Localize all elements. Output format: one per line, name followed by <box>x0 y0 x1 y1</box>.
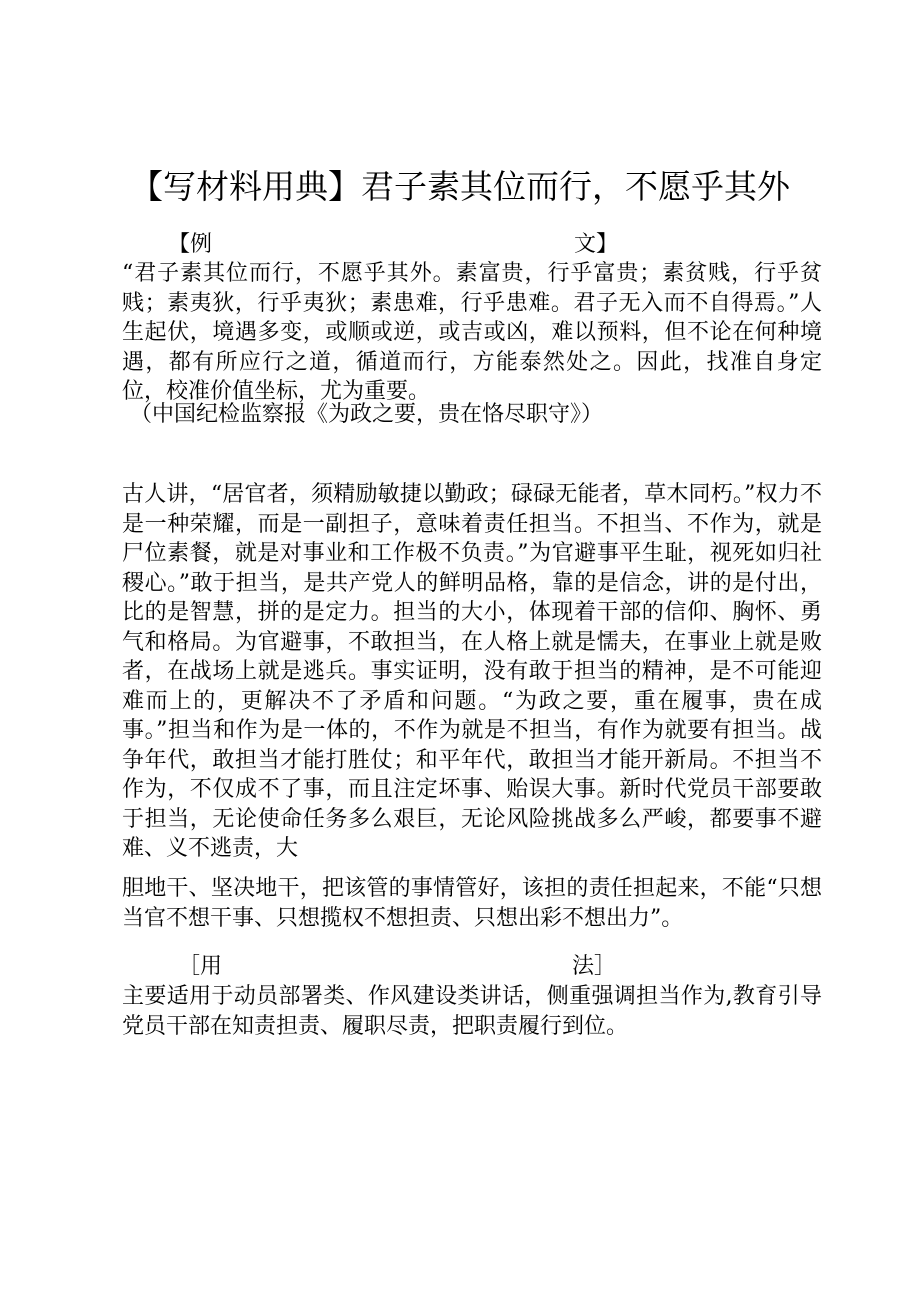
example-paragraph: “君子素其位而行，不愿乎其外。素富贵，行乎富贵；素贫贱，行乎贫贱；素夷狄，行乎夷狄；素患难，行乎患难。君子无入而不自得焉。”人生起伏，境遇多变，或顺或逆，或吉或凶，难以预料，但不论在何种境遇，都有所应行之道，循道而行，方能泰然处之。因此，找准自身定位，校准价值坐标，尤为重要。 <box>122 261 822 404</box>
body-paragraph-part-2: 胆地干、坚决地干，把该管的事情管好，该担的责任担起来，不能“只想当官不想干事、只想揽权不想担责、只想出彩不想出力”。 <box>122 876 822 931</box>
example-heading-left: 【例 <box>168 232 213 257</box>
example-heading <box>0 230 920 260</box>
usage-heading <box>0 952 920 982</box>
example-heading-right: 文】 <box>574 232 619 257</box>
example-source-citation: （中国纪检监察报《为政之要，贵在恪尽职守》） <box>130 402 604 427</box>
document-title: 【写材料用典】君子素其位而行，不愿乎其外 <box>130 167 790 206</box>
usage-heading-left: ［用 <box>178 954 223 979</box>
usage-heading-right: 法］ <box>572 954 617 979</box>
usage-paragraph: 主要适用于动员部署类、作风建设类讲话，侧重强调担当作为,教育引导党员干部在知责担责、履职尽责，把职责履行到位。 <box>122 984 822 1039</box>
body-paragraph-part-1: 古人讲，“居官者，须精励敏捷以勤政；碌碌无能者，草木同朽。”权力不是一种荣耀，而是一副担子，意味着责任担当。不担当、不作为，就是尸位素餐，就是对事业和工作极不负责。”为官避事平生耻，视死如归社稷心。”敢于担当，是共产党人的鲜明品格，靠的是信念，讲的是付出，比的是智慧，拼的是定力。担当的大小，体现着干部的信仰、胸怀、勇气和格局。为官避事，不敢担当，在人格上就是懦夫，在事业上就是败者，在战场上就是逃兵。事实证明，没有敢于担当的精神，是不可能迎难而上的，更解决不了矛盾和问题。“为政之要，重在履事，贵在成事。”担当和作为是一体的，不作为就是不担当，有作为就要有担当。战争年代，敢担当才能打胜仗；和平年代，敢担当才能开新局。不担当不作为，不仅成不了事，而且注定坏事、贻误大事。新时代党员干部要敢于担当，无论使命任务多么艰巨，无论风险挑战多么严峻，都要事不避难、义不逃责，大 <box>122 482 822 861</box>
